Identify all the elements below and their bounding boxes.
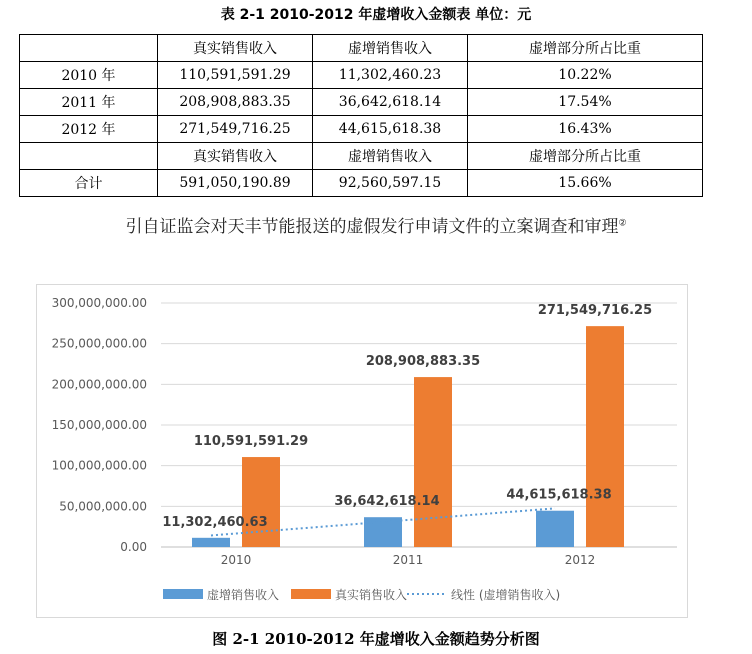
x-tick-label: 2011 bbox=[392, 553, 424, 567]
table-cell: 16.43% bbox=[468, 116, 703, 143]
data-label: 271,549,716.25 bbox=[537, 303, 653, 319]
table-cell: 92,560,597.15 bbox=[313, 170, 468, 197]
citation-mark: ② bbox=[618, 218, 627, 229]
table-cell: 虚增部分所占比重 bbox=[468, 35, 703, 62]
data-label: 11,302,460.63 bbox=[162, 514, 268, 530]
table-cell bbox=[20, 143, 158, 170]
table-cell: 15.66% bbox=[468, 170, 703, 197]
revenue-chart bbox=[37, 285, 687, 617]
legend-swatch bbox=[163, 589, 203, 599]
table-cell: 17.54% bbox=[468, 89, 703, 116]
y-tick-label: 50,000,000.00 bbox=[59, 499, 147, 514]
legend-label: 真实销售收入 bbox=[335, 588, 408, 602]
y-tick-label: 150,000,000.00 bbox=[51, 418, 147, 432]
table-cell: 真实销售收入 bbox=[158, 35, 313, 62]
table-title: 表 2-1 2010-2012 年虚增收入金额表 单位：元 bbox=[220, 7, 532, 23]
data-label: 44,615,618.38 bbox=[506, 487, 612, 503]
table-cell: 11,302,460.23 bbox=[313, 62, 468, 89]
table-cell: 208,908,883.35 bbox=[158, 89, 313, 116]
legend-swatch bbox=[291, 589, 331, 599]
table-cell: 271,549,716.25 bbox=[158, 116, 313, 143]
table-cell: 虚增部分所占比重 bbox=[468, 143, 703, 170]
revenue-table bbox=[19, 34, 703, 197]
citation bbox=[0, 212, 752, 237]
x-tick-label: 2010 bbox=[220, 553, 252, 567]
table-cell: 合计 bbox=[20, 170, 158, 197]
table-cell: 44,615,618.38 bbox=[313, 116, 468, 143]
data-label: 110,591,591.29 bbox=[193, 434, 309, 450]
table-total-row bbox=[20, 170, 703, 197]
table-cell: 2011 年 bbox=[20, 89, 158, 116]
citation-text: 引自证监会对天丰节能报送的虚假发行申请文件的立案调查和审理 bbox=[125, 217, 619, 237]
y-tick-label: 200,000,000.00 bbox=[51, 377, 147, 392]
legend-label: 线性 (虚增销售收入) bbox=[451, 588, 561, 602]
table-row bbox=[20, 116, 703, 143]
table-cell: 虚增销售收入 bbox=[313, 143, 468, 170]
table-cell: 110,591,591.29 bbox=[158, 62, 313, 89]
table-cell bbox=[20, 35, 158, 62]
table-cell: 36,642,618.14 bbox=[313, 89, 468, 116]
figure-caption: 图 2-1 2010-2012 年虚增收入金额趋势分析图 bbox=[212, 630, 540, 648]
table-cell: 真实销售收入 bbox=[158, 143, 313, 170]
table-cell: 591,050,190.89 bbox=[158, 170, 313, 197]
y-tick-label: 100,000,000.00 bbox=[51, 458, 147, 473]
y-tick-label: 0.00 bbox=[120, 540, 147, 554]
data-label: 208,908,883.35 bbox=[365, 354, 481, 370]
bar-real-revenue bbox=[414, 377, 452, 547]
data-label: 36,642,618.14 bbox=[334, 494, 440, 510]
table-header-row bbox=[20, 143, 703, 170]
table-header-row bbox=[20, 35, 703, 62]
chart-frame bbox=[36, 284, 688, 618]
table-row bbox=[20, 62, 703, 89]
bar-real-revenue bbox=[586, 326, 624, 547]
bar-fake-revenue bbox=[536, 511, 574, 547]
bar-fake-revenue bbox=[192, 538, 230, 547]
table-cell: 10.22% bbox=[468, 62, 703, 89]
y-tick-label: 250,000,000.00 bbox=[51, 336, 147, 351]
table-row bbox=[20, 89, 703, 116]
table-cell: 2010 年 bbox=[20, 62, 158, 89]
legend-label: 虚增销售收入 bbox=[207, 588, 280, 602]
y-tick-label: 300,000,000.00 bbox=[51, 296, 147, 310]
table-cell: 虚增销售收入 bbox=[313, 35, 468, 62]
x-tick-label: 2012 bbox=[564, 553, 596, 567]
table-cell: 2012 年 bbox=[20, 116, 158, 143]
